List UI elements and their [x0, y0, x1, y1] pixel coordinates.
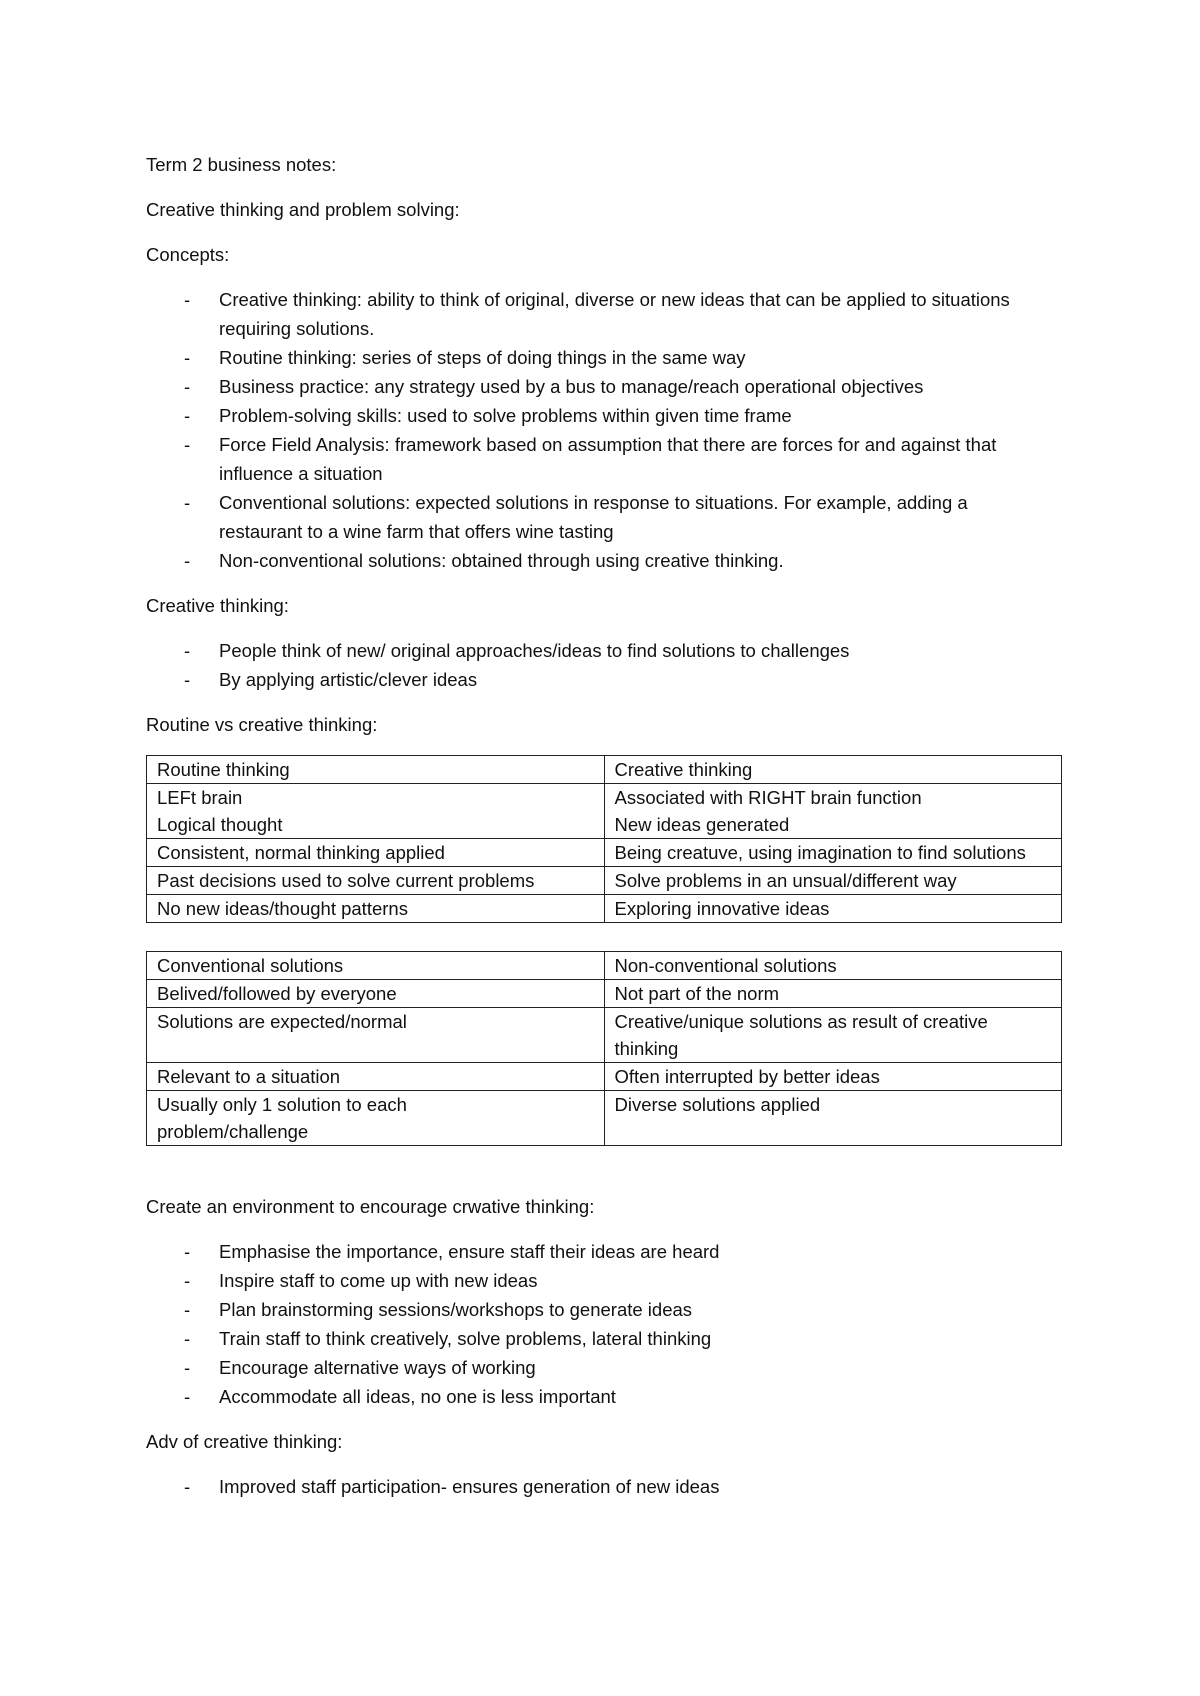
- table-cell: [147, 1063, 605, 1091]
- cell-line: New ideas generated: [614, 814, 790, 835]
- table-row: [147, 895, 1062, 923]
- table-cell: [147, 867, 605, 895]
- cell-line: Past decisions used to solve current problems: [157, 870, 535, 891]
- adv-heading: Adv of creative thinking:: [146, 1431, 343, 1452]
- environment-heading: Create an environment to encourage crwative thinking:: [146, 1196, 595, 1217]
- table-cell: [604, 895, 1062, 923]
- table-cell: [604, 784, 1062, 839]
- list-item: - People think of new/ original approaches/ideas to find solutions to challenges: [146, 636, 1066, 665]
- table-row: [147, 1091, 1062, 1146]
- table-cell: [147, 1008, 605, 1063]
- table-row: [147, 1008, 1062, 1063]
- cell-line: Logical thought: [157, 814, 283, 835]
- table-row: [147, 839, 1062, 867]
- table-header-row: [147, 756, 1062, 784]
- table-row: [147, 980, 1062, 1008]
- table-cell: [147, 784, 605, 839]
- cell-line: Diverse solutions applied: [614, 1094, 821, 1115]
- creative-heading: Creative thinking:: [146, 595, 289, 616]
- table-header-cell: Creative thinking: [604, 756, 1062, 784]
- cell-line: No new ideas/thought patterns: [157, 898, 408, 919]
- table-row: [147, 867, 1062, 895]
- routine-vs-heading: Routine vs creative thinking:: [146, 714, 378, 735]
- document-title: Term 2 business notes:: [146, 154, 337, 175]
- list-item: - Accommodate all ideas, no one is less important: [146, 1382, 1066, 1411]
- list-item: - Non-conventional solutions: obtained through using creative thinking.: [146, 546, 1066, 575]
- section-gap: [146, 1162, 1066, 1192]
- document-page: [146, 150, 1066, 1517]
- table-cell: [604, 839, 1062, 867]
- cell-line: Consistent, normal thinking applied: [157, 842, 445, 863]
- conventional-vs-nonconventional-table: [146, 951, 1062, 1146]
- table-row: [147, 1063, 1062, 1091]
- table-header-row: [147, 952, 1062, 980]
- list-item: - Creative thinking: ability to think of original, diverse or new ideas that can be applied to situations requiring solutions.: [146, 285, 1066, 343]
- list-item: - Routine thinking: series of steps of doing things in the same way: [146, 343, 1066, 372]
- table-header-cell: Conventional solutions: [147, 952, 605, 980]
- cell-line: Being creatuve, using imagination to find solutions: [614, 842, 1026, 863]
- cell-line: Relevant to a situation: [157, 1066, 341, 1087]
- routine-vs-creative-table: [146, 755, 1062, 923]
- list-item: - Improved staff participation- ensures generation of new ideas: [146, 1472, 1066, 1501]
- table-cell: [604, 980, 1062, 1008]
- cell-line: Creative/unique solutions as result of creative thinking: [614, 1011, 988, 1059]
- table-cell: [147, 895, 605, 923]
- list-item: - Plan brainstorming sessions/workshops to generate ideas: [146, 1295, 1066, 1324]
- cell-line: Solve problems in an unsual/different way: [614, 870, 957, 891]
- list-item: - Conventional solutions: expected solutions in response to situations. For example, adding a restaurant to a wine farm that offers wine tasting: [146, 488, 1066, 546]
- table-cell: [604, 1091, 1062, 1146]
- cell-line: LEFt brain: [157, 787, 243, 808]
- concepts-list: [146, 285, 1066, 575]
- creative-list: [146, 636, 1066, 694]
- list-item: - Problem-solving skills: used to solve problems within given time frame: [146, 401, 1066, 430]
- table-cell: [147, 980, 605, 1008]
- cell-line: Often interrupted by better ideas: [614, 1066, 880, 1087]
- cell-line: Exploring innovative ideas: [614, 898, 830, 919]
- table-gap: [146, 939, 1066, 951]
- table-cell: [604, 867, 1062, 895]
- table-header-cell: Routine thinking: [147, 756, 605, 784]
- table-cell: [604, 1008, 1062, 1063]
- table-cell: [147, 1091, 605, 1146]
- list-item: - Inspire staff to come up with new ideas: [146, 1266, 1066, 1295]
- list-item: - By applying artistic/clever ideas: [146, 665, 1066, 694]
- environment-list: [146, 1237, 1066, 1411]
- table-cell: [147, 839, 605, 867]
- list-item: - Force Field Analysis: framework based on assumption that there are forces for and against that influence a situation: [146, 430, 1066, 488]
- cell-line: Solutions are expected/normal: [157, 1011, 407, 1032]
- cell-line: Associated with RIGHT brain function: [614, 787, 922, 808]
- cell-line: Usually only 1 solution to each problem/challenge: [157, 1094, 407, 1142]
- concepts-heading: Concepts:: [146, 244, 230, 265]
- cell-line: Not part of the norm: [614, 983, 780, 1004]
- table-header-cell: Non-conventional solutions: [604, 952, 1062, 980]
- list-item: - Emphasise the importance, ensure staff their ideas are heard: [146, 1237, 1066, 1266]
- adv-list: [146, 1472, 1066, 1501]
- list-item: - Business practice: any strategy used by a bus to manage/reach operational objectives: [146, 372, 1066, 401]
- document-subtitle: Creative thinking and problem solving:: [146, 199, 460, 220]
- table-row: [147, 784, 1062, 839]
- list-item: - Encourage alternative ways of working: [146, 1353, 1066, 1382]
- table-cell: [604, 1063, 1062, 1091]
- cell-line: Belived/followed by everyone: [157, 983, 397, 1004]
- list-item: - Train staff to think creatively, solve problems, lateral thinking: [146, 1324, 1066, 1353]
